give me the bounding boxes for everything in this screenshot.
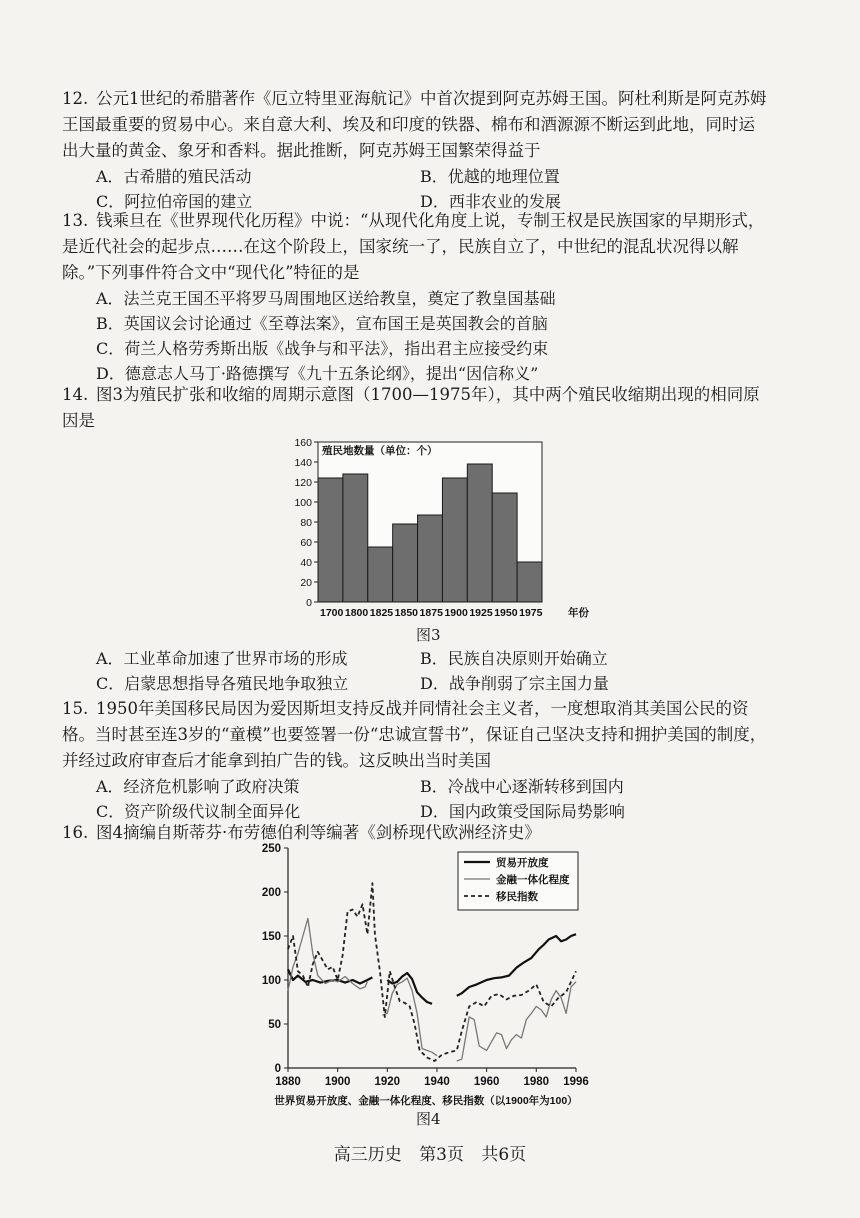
option-c[interactable]: C．阿拉伯帝国的建立	[96, 192, 253, 211]
options-row-3	[62, 336, 768, 361]
options-row-1	[62, 286, 768, 311]
bar	[393, 524, 418, 602]
y-tick-label: 0	[306, 597, 312, 609]
bar	[492, 493, 517, 602]
series-line-2	[382, 978, 437, 1055]
y-tick-label: 80	[300, 517, 312, 529]
x-tick-label: 1900	[444, 607, 468, 619]
footer-page: 第3页	[419, 1145, 464, 1165]
question-stem: 1950年美国移民局因为爱因斯坦支持反战并同情社会主义者，一度想取消其美国公民的资格。当时甚至连3岁的“童模”也要签署一份“忠诚宣誓书”，保证自己坚决支持和拥护美国的制度，并经过政府审查后才能拿到拍广告的钱。这反映出当时美国	[62, 699, 767, 770]
figure-3-caption: 图3	[416, 626, 441, 644]
x-tick-label: 1900	[324, 1076, 351, 1088]
question-stem: 钱乘旦在《世界现代化历程》中说：“从现代化角度上说，专制王权是民族国家的早期形式，是近代社会的起步点……在这个阶段上，国家统一了，民族自立了，中世纪的混乱状况得以解除。”下列事件符合文中“现代化”特征的是	[62, 211, 765, 282]
footer-subject: 高三历史	[333, 1145, 402, 1165]
series-line-1	[387, 973, 432, 1004]
x-tick-label: 1825	[369, 607, 394, 619]
figure-4-caption: 图4	[416, 1110, 441, 1128]
x-tick-label: 1996	[563, 1076, 589, 1088]
question-stem: 公元1世纪的希腊著作《厄立特里亚海航记》中首次提到阿克苏姆王国。阿杜利斯是阿克苏姆王国最重要的贸易中心。来自意大利、埃及和印度的铁器、棉布和酒源源不断运到此地，同时运出大量的黄金、象牙和香料。据此推断，阿克苏姆王国繁荣得益于	[62, 89, 767, 160]
option-a[interactable]: A．工业革命加速了世界市场的形成	[96, 649, 348, 668]
legend-label: 移民指数	[496, 891, 538, 903]
question-14	[62, 382, 768, 434]
x-tick-label: 1925	[469, 607, 493, 619]
options-row-2	[62, 311, 768, 336]
question-stem: 图4摘编自斯蒂芬·布劳德伯利等编著《剑桥现代欧洲经济史》	[96, 823, 541, 842]
question-number: 14.	[62, 385, 89, 404]
bar	[318, 478, 343, 602]
bar	[343, 474, 368, 602]
option-d[interactable]: D．德意志人马丁·路德撰写《九十五条论纲》，提出“因信称义”	[96, 364, 539, 383]
question-number: 16.	[62, 823, 89, 842]
y-tick-label: 150	[261, 931, 281, 943]
option-a[interactable]: A．古希腊的殖民活动	[96, 167, 252, 186]
y-tick-label: 40	[300, 557, 312, 569]
bar	[442, 478, 467, 602]
x-tick-label: 1920	[374, 1076, 401, 1088]
y-tick-label: 120	[294, 477, 312, 489]
x-tick-label: 1940	[424, 1076, 450, 1088]
options-row-1	[62, 646, 768, 671]
bar	[368, 547, 393, 602]
option-c[interactable]: C．资产阶级代议制全面异化	[96, 802, 301, 821]
question-15	[62, 696, 768, 824]
option-d[interactable]: D．国内政策受国际局势影响	[420, 802, 625, 821]
y-tick-label: 100	[261, 975, 281, 987]
y-tick-label: 250	[261, 843, 281, 855]
option-d[interactable]: D．西非农业的发展	[420, 192, 561, 211]
bar	[467, 464, 492, 602]
legend-label: 金融一体化程度	[496, 874, 570, 886]
option-b[interactable]: B．优越的地理位置	[420, 167, 560, 186]
legend-label: 贸易开放度	[496, 857, 549, 869]
footer-total: 共6页	[481, 1145, 527, 1165]
y-tick-label: 200	[261, 887, 281, 899]
option-c[interactable]: C．启蒙思想指导各殖民地争取独立	[96, 674, 349, 693]
option-b[interactable]: B．冷战中心逐渐转移到国内	[420, 777, 624, 796]
figure-4-line-chart	[240, 838, 610, 1110]
x-tick-label: 1980	[523, 1076, 550, 1088]
options-row-1	[62, 774, 768, 799]
y-tick-label: 100	[294, 497, 312, 509]
figure-3-bar-chart	[270, 434, 610, 624]
series-line-2	[457, 982, 576, 1061]
x-tick-label: 1700	[320, 607, 344, 619]
option-a[interactable]: A．经济危机影响了政府决策	[96, 777, 300, 796]
question-12	[62, 86, 768, 214]
series-line-1	[457, 934, 576, 996]
page-footer	[0, 1140, 860, 1165]
y-tick-label: 20	[300, 577, 312, 589]
y-tick-label: 50	[268, 1019, 281, 1031]
x-tick-label: 1880	[275, 1076, 301, 1088]
bar	[418, 515, 443, 602]
series-line-2	[288, 918, 367, 990]
options-row-1	[62, 164, 768, 189]
option-b[interactable]: B．英国议会讨论通过《至尊法案》，宣布国王是英国教会的首脑	[96, 314, 548, 333]
x-tick-label: 1960	[473, 1076, 500, 1088]
question-number: 15.	[62, 699, 89, 718]
question-13	[62, 208, 768, 386]
y-axis-title: 殖民地数量（单位：个）	[322, 445, 438, 457]
x-tick-label: 1875	[419, 607, 443, 619]
option-a[interactable]: A．法兰克王国丕平将罗马周围地区送给教皇，奠定了教皇国基础	[96, 289, 556, 308]
x-axis-title: 世界贸易开放度、金融一体化程度、移民指数（以1900年为100）	[274, 1095, 578, 1107]
x-tick-label: 1800	[344, 607, 369, 619]
question-stem: 图3为殖民扩张和收缩的周期示意图（1700—1975年），其中两个殖民收缩期出现的相同原因是	[62, 385, 760, 430]
y-tick-label: 0	[274, 1063, 281, 1075]
x-tick-label: 1850	[394, 607, 419, 619]
option-b[interactable]: B．民族自决原则开始确立	[420, 649, 608, 668]
x-axis-title: 年份	[568, 607, 589, 619]
question-number: 13.	[62, 211, 89, 230]
option-c[interactable]: C．荷兰人格劳秀斯出版《战争与和平法》，指出君主应接受约束	[96, 339, 549, 358]
question-14-options	[62, 646, 768, 696]
y-tick-label: 60	[300, 537, 312, 549]
x-tick-label: 1950	[494, 607, 518, 619]
option-d[interactable]: D．战争削弱了宗主国力量	[420, 674, 609, 693]
options-row-2	[62, 671, 768, 696]
y-tick-label: 140	[294, 457, 312, 469]
x-tick-label: 1975	[519, 607, 543, 619]
y-tick-label: 160	[294, 437, 312, 449]
bar	[517, 562, 542, 602]
question-number: 12.	[62, 89, 89, 108]
